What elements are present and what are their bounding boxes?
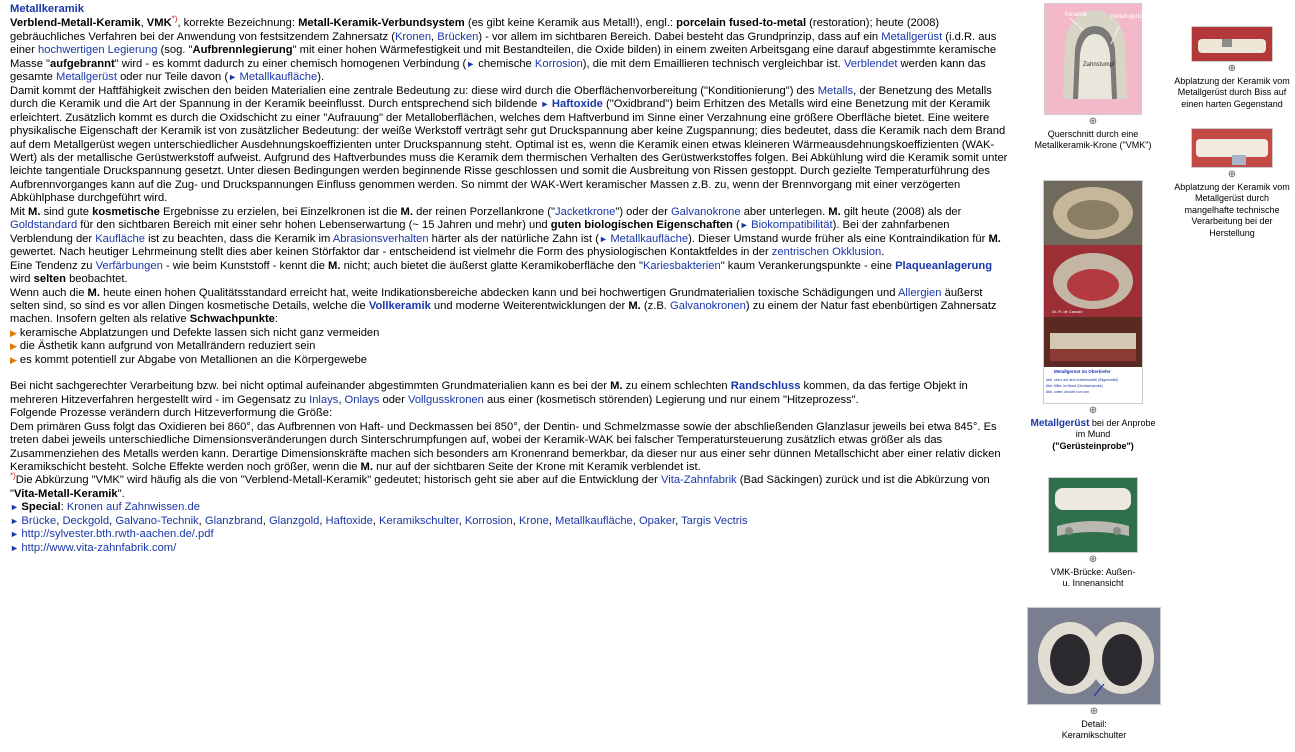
related-link[interactable]: Krone: [518, 514, 549, 527]
label-zahnstumpf: Zahnstumpf: [1083, 62, 1115, 68]
triangle-right-icon: ►: [10, 529, 22, 540]
link-vita-zahnfabrik[interactable]: Vita-Zahnfabrik: [660, 474, 737, 487]
list-item: ▶ es kommt potentiell zur Abgabe von Metallionen an die Körpergewebe: [10, 353, 367, 366]
triangle-right-icon: ►: [10, 542, 22, 553]
figure-caption: Detail: Keramikschulter: [1061, 718, 1127, 740]
link-galvanokrone[interactable]: Galvanokrone: [670, 205, 741, 218]
link-galvanokronen[interactable]: Galvanokronen: [670, 299, 746, 312]
figure-caption: Querschnitt durch eine Metallkeramik-Krone ("VMK"): [1034, 128, 1152, 150]
related-link[interactable]: Korrosion: [464, 514, 513, 527]
figure-caption: Metallgerüst bei der Anprobe im Mund ("Gerüsteinprobe"): [1030, 417, 1156, 451]
image-note-3: Abb. unten: Ansicht von vorn: [1046, 390, 1090, 394]
triangle-right-icon: ►: [739, 220, 752, 231]
zoom-icon[interactable]: ⊕: [1088, 554, 1098, 565]
footnote-marker[interactable]: *): [171, 14, 178, 24]
related-links: ► Brücke, Deckgold, Galvano-Technik, Glanzbrand, Glanzgold, Haftoxide, Keramikschulter, Korrosion, Krone, Metallkaufläche, Opaker, Targis Vectris: [10, 514, 748, 527]
triangle-right-icon: ►: [598, 233, 611, 244]
paragraph-footnote: *)Die Abkürzung "VMK" wird häufig als die von "Verblend-Metall-Keramik" gedeutet; historisch geht sie aber auf die Entwicklung der Vita-Zahnfabrik (Bad Säckingen) zurück und ist die Abkürzung von "Vita-Metall-Keramik".: [10, 471, 990, 500]
figure-vmk-bruecke: [1030, 477, 1156, 590]
crown-crossection-image[interactable]: [1044, 3, 1146, 115]
link-vollgusskronen[interactable]: Vollgusskronen: [407, 393, 484, 406]
figure-keramikschulter: [1026, 607, 1162, 742]
link-biokompatibilitaet[interactable]: Biokompatibilität: [751, 219, 833, 232]
link-kronen[interactable]: Kronen: [394, 30, 432, 43]
image-note-1: Abb. oben: auf dem Arbeitsmodell (Sägemodell): [1046, 378, 1118, 382]
link-onlays[interactable]: Onlays: [344, 393, 380, 406]
link-metallkauflaeche-2[interactable]: Metallkaufläche: [610, 232, 689, 245]
figure-caption: Abplatzung der Keramik vom Metallgerüst durch mangelhafte technische Verarbeitung bei der Herstellung: [1174, 181, 1290, 238]
link-metallgeruest-2[interactable]: Metallgerüst: [56, 71, 117, 84]
zoom-icon[interactable]: ⊕: [1227, 169, 1237, 180]
chipped-ceramic-image[interactable]: [1191, 26, 1273, 62]
link-jacketkrone[interactable]: Jacketkrone: [555, 205, 616, 218]
vmk-bridge-image[interactable]: [1048, 477, 1138, 553]
paragraph-verfaerbung: Eine Tendenz zu Verfärbungen - wie beim Kunststoff - kennt die M. nicht; auch bietet die äußerst glatte Keramikoberfläche den "Kariesbakterien" kaum Verankerungspunkte - eine Plaqueanlagerung wird selten beobachtet.: [10, 259, 993, 286]
figure-vmk-crossection: [1030, 3, 1156, 152]
related-link[interactable]: Galvano-Technik: [115, 514, 199, 527]
link-haftoxide[interactable]: Haftoxide: [551, 98, 603, 111]
link-url-vita[interactable]: http://www.vita-zahnfabrik.com/: [21, 541, 177, 554]
weakness-list: [10, 327, 1010, 367]
link-kauflaeche[interactable]: Kaufläche: [95, 232, 145, 245]
link-inlays[interactable]: Inlays: [309, 393, 339, 406]
link-abrasionsverhalten[interactable]: Abrasionsverhalten: [332, 232, 429, 245]
paragraph-kosmetik: Mit M. sind gute kosmetische Ergebnisse zu erzielen, bei Einzelkronen ist die M. der reinen Porzellankrone ("Jacketkrone") oder der Galvanokrone aber unterlegen. M. gilt heute (2008) als der Goldstandard für den sichtbaren Bereich mit einer sehr hohen Lebenserwartung (~ 15 Jahren und mehr) und guten biologischen Eigenschaften (► Biokompatibilität). Bei der zahnfarbenen Verblendung der Kaufläche ist zu beachten, dass die Keramik im Abrasionsverhalten härter als der natürliche Zahn ist (► Metallkaufläche). Dieser Umstand wurde früher als eine Kontraindikation für M. gewertet. Nach heutiger Lehrmeinung stellt dies aber keinen Störfaktor dar - entscheidend ist vielmehr die Form des physiologischen Kontaktfeldes in der zentrischen Okklusion.: [10, 205, 1001, 259]
link-vollkeramik[interactable]: Vollkeramik: [368, 299, 431, 312]
geruest-collage-image[interactable]: [1043, 180, 1143, 404]
related-link[interactable]: Deckgold: [62, 514, 110, 527]
zoom-icon[interactable]: ⊕: [1227, 63, 1237, 74]
zoom-icon[interactable]: ⊕: [1089, 706, 1099, 717]
figure-caption: Abplatzung der Keramik vom Metallgerüst durch Biss auf einen harten Gegenstand: [1174, 75, 1290, 109]
image-credit: Dr. R. de Cassan: [1052, 309, 1083, 314]
triangle-right-icon: ►: [228, 72, 240, 83]
paragraph-qualitaet: Wenn auch die M. heute einen hohen Qualitätsstandard erreicht hat, weite Indikationsbereiche abdecken kann und bei hochwertigen Grundmaterialien toxische Schädigungen und Allergien äußerst selten sind, so sind es vor allen Dingen kosmetische Details, welche die Vollkeramik und moderne Weiterentwicklungen der M. (z.B. Galvanokronen) zu einem der Natur fast ebenbürtigen Zahnersatz machen. Insofern gelten als relative Schwachpunkte:: [10, 286, 997, 326]
link-metallkauflaeche[interactable]: Metallkaufläche: [239, 71, 318, 84]
figure-caption: VMK-Brücke: Außen- u. Innenansicht: [1050, 566, 1136, 588]
zoom-icon[interactable]: ⊕: [1088, 405, 1098, 416]
link-verfaerbungen[interactable]: Verfärbungen: [95, 259, 163, 272]
figure-abplatzung-biss: [1174, 26, 1290, 110]
related-link[interactable]: Glanzgold: [268, 514, 320, 527]
url-line-2: [10, 542, 1010, 555]
paragraph-temperatur: Dem primären Guss folgt das Oxidieren bei 860°, das Aufbrennen von Haft- und Deckmassen bei 850°, der Dentin- und Schmelzmasse sowie der abschließenden Glanzlasur jeweils bei etwa 845°. Es treten dabei jeweils unterschiedliche Dimensionsveränderungen durch Sinterschrumpfungen auf, wobei der Keramik-WAK bei falscher Temperatursteuerung zusätzlich etwas größer als das Zusammenziehen des Metalls werden kann. Derartige Dimensionskräfte machen sich besonders am Kronenrand bemerkbar, da dieser nur aus einer sehr dünnen Metallschicht aber einer relativ dicken Keramikschicht besteht. Solche Effekte werden noch größer, wenn die M. nur auf der sichtbaren Seite der Krone mit Keramik verblendet ist.: [10, 420, 1001, 473]
related-link[interactable]: Opaker: [638, 514, 676, 527]
defective-ceramic-image[interactable]: [1191, 128, 1273, 168]
paragraph-prozesse: Folgende Prozesse verändern durch Hitzeverformung die Größe:: [10, 407, 333, 420]
paragraph-randschluss: Bei nicht sachgerechter Verarbeitung bzw. bei nicht optimal aufeinander abgestimmten Grundmaterialien kann es bei der M. zu einem schlechten Randschluss kommen, da das fertige Objekt in mehreren Hitzeverfahren hergestellt wird - im Gegensatz zu Inlays, Onlays oder Vollgusskronen aus einer (kosmetisch störenden) Legierung und nur einem "Hitzeprozess".: [10, 380, 968, 406]
link-verblendet[interactable]: Verblendet: [843, 57, 898, 70]
list-item: ▶ die Ästhetik kann aufgrund von Metallrändern reduziert sein: [10, 340, 316, 353]
footnote-marker: *): [10, 471, 16, 481]
image-title: Metallgerüst im Oberkiefer: [1054, 369, 1111, 374]
link-bruecken[interactable]: Brücken: [437, 30, 479, 43]
related-link[interactable]: Glanzbrand: [204, 514, 263, 527]
link-plaqueanlagerung[interactable]: Plaqueanlagerung: [895, 259, 993, 272]
list-item: ▶ keramische Abplatzungen und Defekte lassen sich nicht ganz vermeiden: [10, 326, 380, 339]
special-line: ► Special: Kronen auf Zahnwissen.de: [10, 501, 200, 514]
article: [10, 3, 1010, 555]
link-metalls[interactable]: Metalls: [817, 84, 854, 97]
link-url-rwth[interactable]: http://sylvester.bth.rwth-aachen.de/.pdf: [21, 528, 214, 541]
link-legierung[interactable]: hochwertigen Legierung: [38, 44, 158, 57]
triangle-right-icon: ►: [466, 58, 476, 69]
paragraph-intro: Verblend-Metall-Keramik, VMK*), korrekte Bezeichnung: Metall-Keramik-Verbundsystem (es gibt keine Keramik aus Metall!), engl.: porcelain fused-to-metal (restoration); heute (2008) gebräuchliches Verfahren bei der Anwendung von festsitzendem Zahnersatz (Kronen, Brücken) - vor allem im sichtbaren Bereich. Dabei besteht das Grundprinzip, dass auf ein Metallgerüst (i.d.R. aus einer hochwertigen Legierung (sog. "Aufbrennlegierung" mit einer hohen Wärmefestigkeit und mit Bestandteilen, die Oxide bilden) in einem zweiten Arbeitsgang eine darauf abgestimmte keramische Masse "aufgebrannt" wird - es kommt dadurch zu einer chemisch homogenen Verbindung (► chemische Korrosion), die mit dem Emaillieren technisch vergleichbar ist. Verblendet werden kann das gesamte Metallgerüst oder nur Teile davon (► Metallkaufläche).: [10, 14, 997, 84]
link-kariesbakterien[interactable]: Kariesbakterien: [642, 259, 721, 272]
figure-geruestprobe: [1030, 180, 1156, 452]
related-link[interactable]: Metallkaufläche: [555, 514, 633, 527]
related-link[interactable]: Targis Vectris: [681, 514, 748, 527]
related-link[interactable]: Brücke: [21, 514, 57, 527]
ceramic-shoulder-image[interactable]: [1027, 607, 1161, 705]
label-keramik: Keramik: [1065, 12, 1088, 18]
orange-triangle-icon: ▶: [10, 327, 17, 338]
link-special-kronen[interactable]: Kronen auf Zahnwissen.de: [66, 501, 200, 514]
triangle-right-icon: ►: [540, 99, 552, 110]
orange-triangle-icon: ▶: [10, 341, 17, 352]
triangle-right-icon: ►: [10, 502, 22, 513]
link-okklusion[interactable]: zentrischen Okklusion: [771, 246, 882, 259]
triangle-right-icon: ►: [10, 515, 22, 526]
link-allergien[interactable]: Allergien: [897, 286, 942, 299]
figure-abplatzung-verarbeitung: [1174, 128, 1290, 239]
zoom-icon[interactable]: ⊕: [1088, 116, 1098, 127]
link-goldstandard[interactable]: Goldstandard: [10, 219, 78, 232]
url-line-1: [10, 528, 1010, 541]
link-randschluss[interactable]: Randschluss: [730, 380, 801, 393]
image-note-2: Abb. Mitte: im Mund (Gerüsteinprobe): [1046, 384, 1103, 388]
link-metallgeruest[interactable]: Metallgerüst: [881, 30, 943, 43]
related-link[interactable]: Keramikschulter: [379, 514, 459, 527]
link-korrosion[interactable]: Korrosion: [534, 57, 583, 70]
related-link[interactable]: Haftoxide: [325, 514, 373, 527]
paragraph-haftung: Damit kommt der Haftfähigkeit zwischen den beiden Materialien eine zentrale Bedeutung zu: diese wird durch die Oberflächenvorbereitung ("Konditionierung") des Metalls, der Benetzung des Metalls durch die Keramik und die Art der Spannung in der Keramik beeinflusst. Durch entsprechend sich bildende ► Haftoxide ("Oxidbrand") beim Erhitzen des Metalls wird eine Benetzung mit der Keramik erleichtert. Zusätzlich kommt es durch die Oxidschicht zu einer "Aufrauung" der Metalloberflächen, welches dem Haftverbund im Sinne einer Verzahnung eine größere Oberfläche bietet. Eine weitere physikalische Eigenschaft der Keramik ist von zusätzlicher Bedeutung: der weiße Werkstoff verträgt sehr gut Druckspannung aber keine Zugspannung; dies bedeutet, dass die Keramik nach dem Brand auf dem Metallgerüst wegen unterschiedlicher Ausdehnungskoeffizienten unter Druckspannung steht. Optimal ist es, wenn die Keramik einen etwas kleineren Wärmeausdehnungskoeffizienten (WAK-Wert) als der metallische Gerüstwerkstoff aufweist. Aufgrund des Haftverbundes muss die Keramik dem thermischen Verhalten des Gerüstwerkstoffes folgen. Bei Abkühlung wird die Keramik somit unter leichte tangentiale Druckspannung gesetzt. Unter diesen Bedingungen werden beginnende Risse geschlossen und somit die Ausbreitung von Rissen gestoppt. Durch gezielte Temperaturführung des Aufbrennvorganges kann auf die Zug- und Druckspannungen Einfluss genommen werden. So nimmt der WAK-Wert keramischer Massen z.B. zu, wenn der Brennvorgang mit einer verzögerten Abkühlphase durchgeführt wird.: [10, 84, 1008, 205]
page-title: Metallkeramik: [10, 3, 85, 15]
label-metallgeruest: Metall-gerüst: [1111, 14, 1146, 20]
link-metallgeruest-caption[interactable]: Metallgerüst: [1030, 417, 1090, 429]
orange-triangle-icon: ▶: [10, 354, 17, 365]
